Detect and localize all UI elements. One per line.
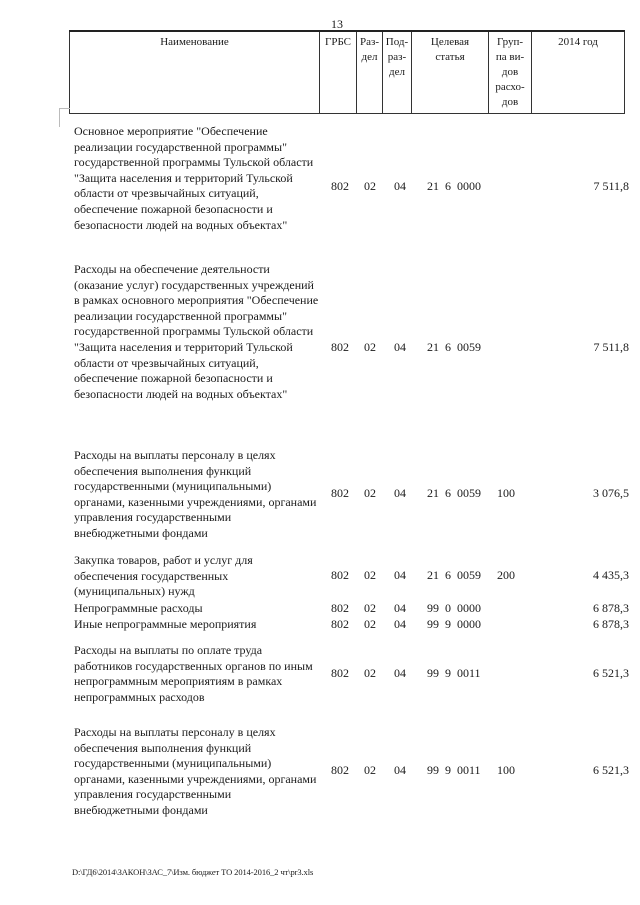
row-grbs: 802 <box>331 179 349 193</box>
row-sum: 7 511,8 <box>593 179 629 193</box>
row-razdel: 02 <box>364 763 376 777</box>
row-celevaya: 99 9 0011 <box>427 763 481 777</box>
row-vid: 100 <box>497 763 515 777</box>
page-number: 13 <box>331 17 343 31</box>
row-celevaya: 99 0 0000 <box>427 601 481 615</box>
row-celevaya: 21 6 0059 <box>427 486 481 500</box>
row-name: Расходы на выплаты по оплате труда работников государственных органов по иным непрограммным мероприятиям в рамках непрограммных расходов <box>74 643 313 704</box>
row-celevaya: 21 6 0059 <box>427 568 481 582</box>
row-grbs: 802 <box>331 568 349 582</box>
header-gruppa: Груп- па ви- дов расхо- дов <box>489 31 532 114</box>
header-celevaya: Целевая статья <box>412 31 489 114</box>
row-celevaya: 99 9 0000 <box>427 617 481 631</box>
row-podrazdel: 04 <box>394 601 406 615</box>
row-podrazdel: 04 <box>394 568 406 582</box>
row-sum: 7 511,8 <box>593 340 629 354</box>
row-podrazdel: 04 <box>394 666 406 680</box>
row-sum: 6 521,3 <box>593 763 629 777</box>
row-grbs: 802 <box>331 340 349 354</box>
row-razdel: 02 <box>364 568 376 582</box>
header-grbs: ГРБС <box>320 31 357 114</box>
row-name: Расходы на обеспечение деятельности (оказание услуг) государственных учреждений в рамках основного мероприятия "Обеспечение реализации государственной программы" государственной программы Тульской области "Защита населения и территорий Тульской области от чрезвычайных ситуаций, обеспечение пожарной безопасности и безопасности людей на водных объектах" <box>74 262 319 401</box>
row-name: Расходы на выплаты персоналу в целях обеспечения выполнения функций государственными (муниципальными) органами, казенными учреждениями, органами управления государственными внебюджетными фондами <box>74 725 317 817</box>
row-razdel: 02 <box>364 179 376 193</box>
header-podrazdel: Под- раз- дел <box>383 31 412 114</box>
row-sum: 6 878,3 <box>593 617 629 631</box>
row-vid: 200 <box>497 568 515 582</box>
row-razdel: 02 <box>364 486 376 500</box>
row-grbs: 802 <box>331 666 349 680</box>
row-sum: 6 878,3 <box>593 601 629 615</box>
row-razdel: 02 <box>364 340 376 354</box>
file-path-footer: D:\ГД6\2014\ЗАКОН\ЗАС_7\Изм. бюджет ТО 2014-2016_2 чт\pr3.xls <box>72 867 314 877</box>
row-name: Иные непрограммные мероприятия <box>74 617 257 631</box>
row-name: Закупка товаров, работ и услуг для обеспечения государственных (муниципальных) нужд <box>74 553 253 599</box>
row-celevaya: 21 6 0059 <box>427 340 481 354</box>
row-name: Основное мероприятие "Обеспечение реализации государственной программы" государственной программы Тульской области "Защита населения и территорий Тульской области от чрезвычайных ситуаций, обеспечение пожарной безопасности и безопасности людей на водных объектах" <box>74 124 314 232</box>
row-celevaya: 21 6 0000 <box>427 179 481 193</box>
row-name: Расходы на выплаты персоналу в целях обеспечения выполнения функций государственными (муниципальными) органами, казенными учреждениями, органами управления государственными внебюджетными фондами <box>74 448 317 540</box>
row-razdel: 02 <box>364 601 376 615</box>
row-razdel: 02 <box>364 617 376 631</box>
row-sum: 4 435,3 <box>593 568 629 582</box>
row-sum: 3 076,5 <box>593 486 629 500</box>
row-podrazdel: 04 <box>394 617 406 631</box>
row-vid: 100 <box>497 486 515 500</box>
row-podrazdel: 04 <box>394 486 406 500</box>
row-grbs: 802 <box>331 601 349 615</box>
scan-mark <box>59 108 70 127</box>
row-celevaya: 99 9 0011 <box>427 666 481 680</box>
row-grbs: 802 <box>331 617 349 631</box>
header-name: Наименование <box>70 31 320 114</box>
header-year: 2014 год <box>532 31 625 114</box>
column-header-table <box>69 30 625 114</box>
row-razdel: 02 <box>364 666 376 680</box>
row-sum: 6 521,3 <box>593 666 629 680</box>
row-name: Непрограммные расходы <box>74 601 203 615</box>
row-grbs: 802 <box>331 763 349 777</box>
row-podrazdel: 04 <box>394 763 406 777</box>
row-podrazdel: 04 <box>394 179 406 193</box>
header-razdel: Раз- дел <box>357 31 383 114</box>
row-grbs: 802 <box>331 486 349 500</box>
row-podrazdel: 04 <box>394 340 406 354</box>
